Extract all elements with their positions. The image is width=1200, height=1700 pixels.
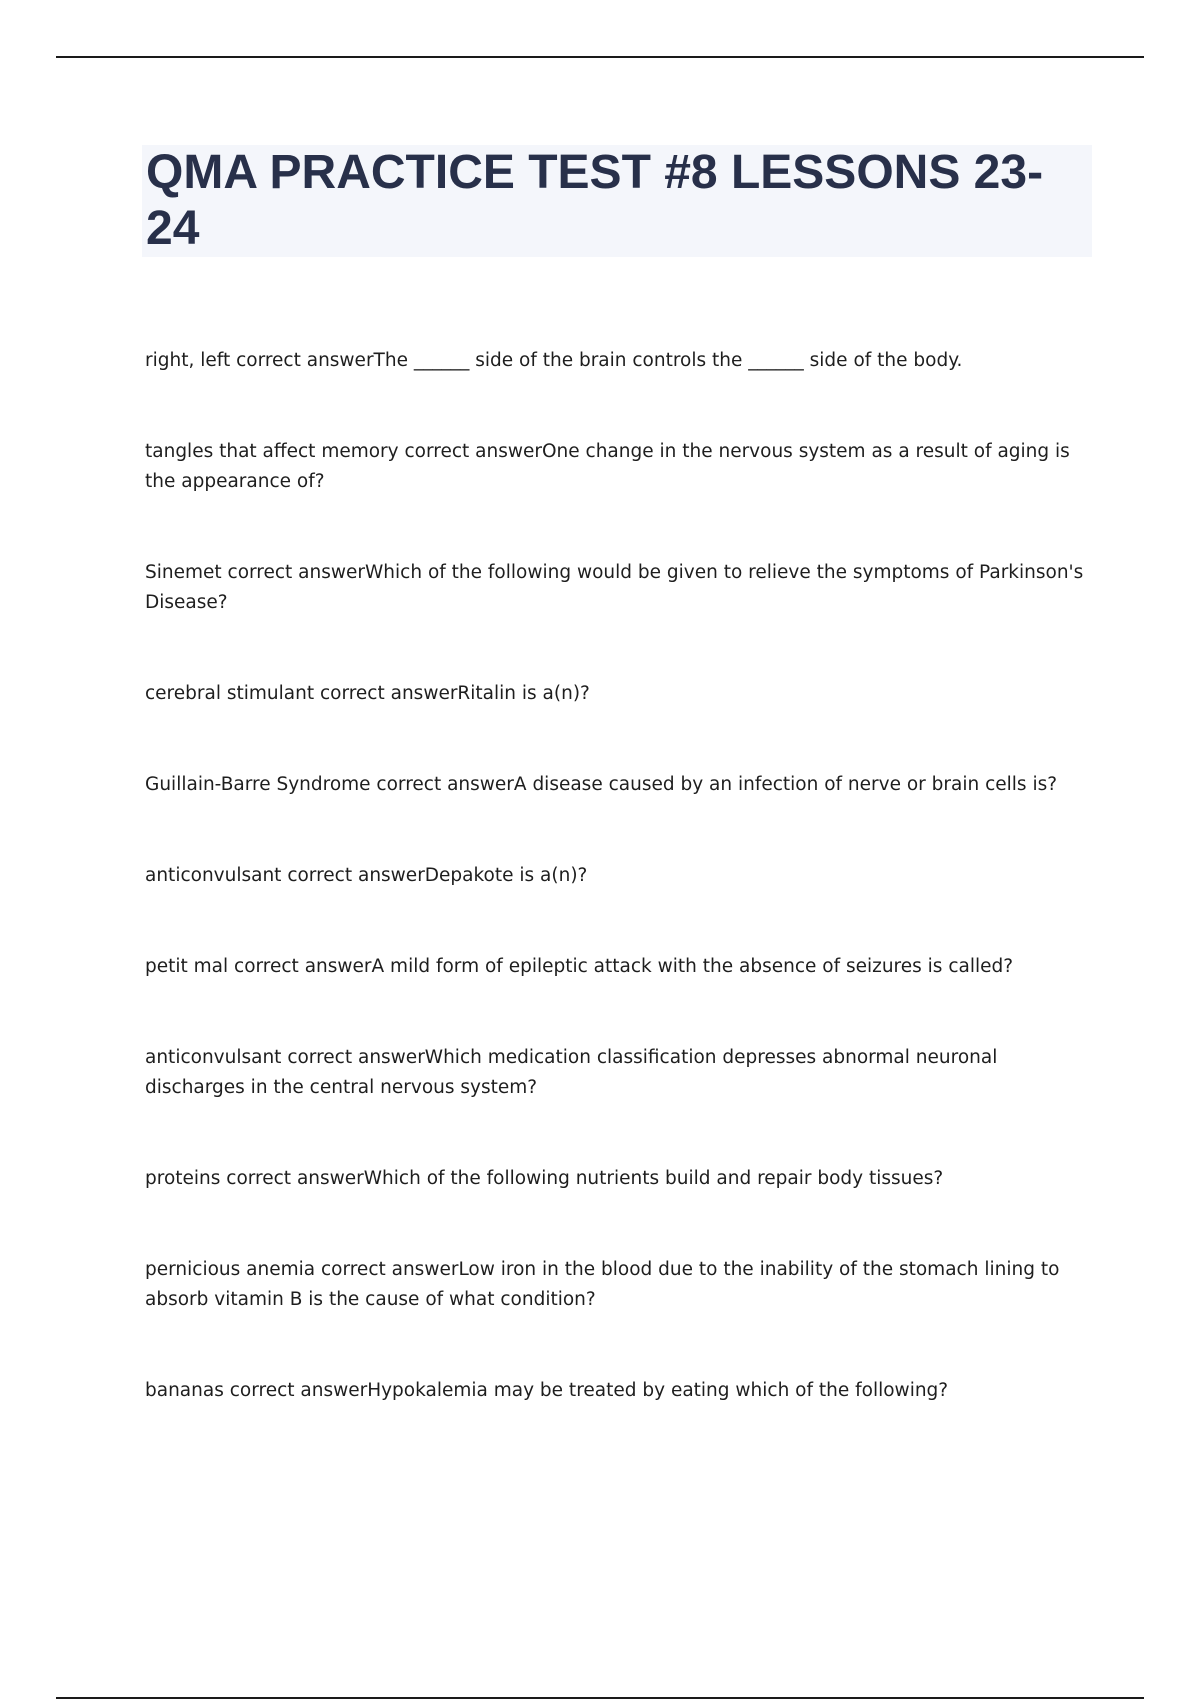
qa-entry: proteins correct answerWhich of the following nutrients build and repair body tissues? [145,1168,944,1189]
top-rule [56,56,1144,58]
qa-entry: pernicious anemia correct answerLow iron in the blood due to the inability of the stomach lining to absorb vitamin B is the cause of what condition? [145,1259,1060,1310]
qa-entry: anticonvulsant correct answerDepakote is a(n)? [145,865,588,886]
title-block [142,145,1092,257]
qa-list [145,346,1085,1467]
qa-entry: petit mal correct answerA mild form of epileptic attack with the absence of seizures is called? [145,956,1014,977]
qa-entry: cerebral stimulant correct answerRitalin is a(n)? [145,683,590,704]
qa-entry: Guillain-Barre Syndrome correct answerA disease caused by an infection of nerve or brain cells is? [145,774,1058,795]
qa-entry: anticonvulsant correct answerWhich medication classification depresses abnormal neuronal discharges in the central nervous system? [145,1047,998,1098]
qa-entry: bananas correct answerHypokalemia may be treated by eating which of the following? [145,1380,949,1401]
qa-entry: right, left correct answerThe ______ side of the brain controls the ______ side of the body. [145,350,963,371]
qa-entry: Sinemet correct answerWhich of the following would be given to relieve the symptoms of Parkinson's Disease? [145,562,1084,613]
page-title: QMA PRACTICE TEST #8 LESSONS 23-24 [146,146,1044,255]
qa-entry: tangles that affect memory correct answerOne change in the nervous system as a result of aging is the appearance of? [145,441,1070,492]
bottom-rule [56,1697,1144,1699]
